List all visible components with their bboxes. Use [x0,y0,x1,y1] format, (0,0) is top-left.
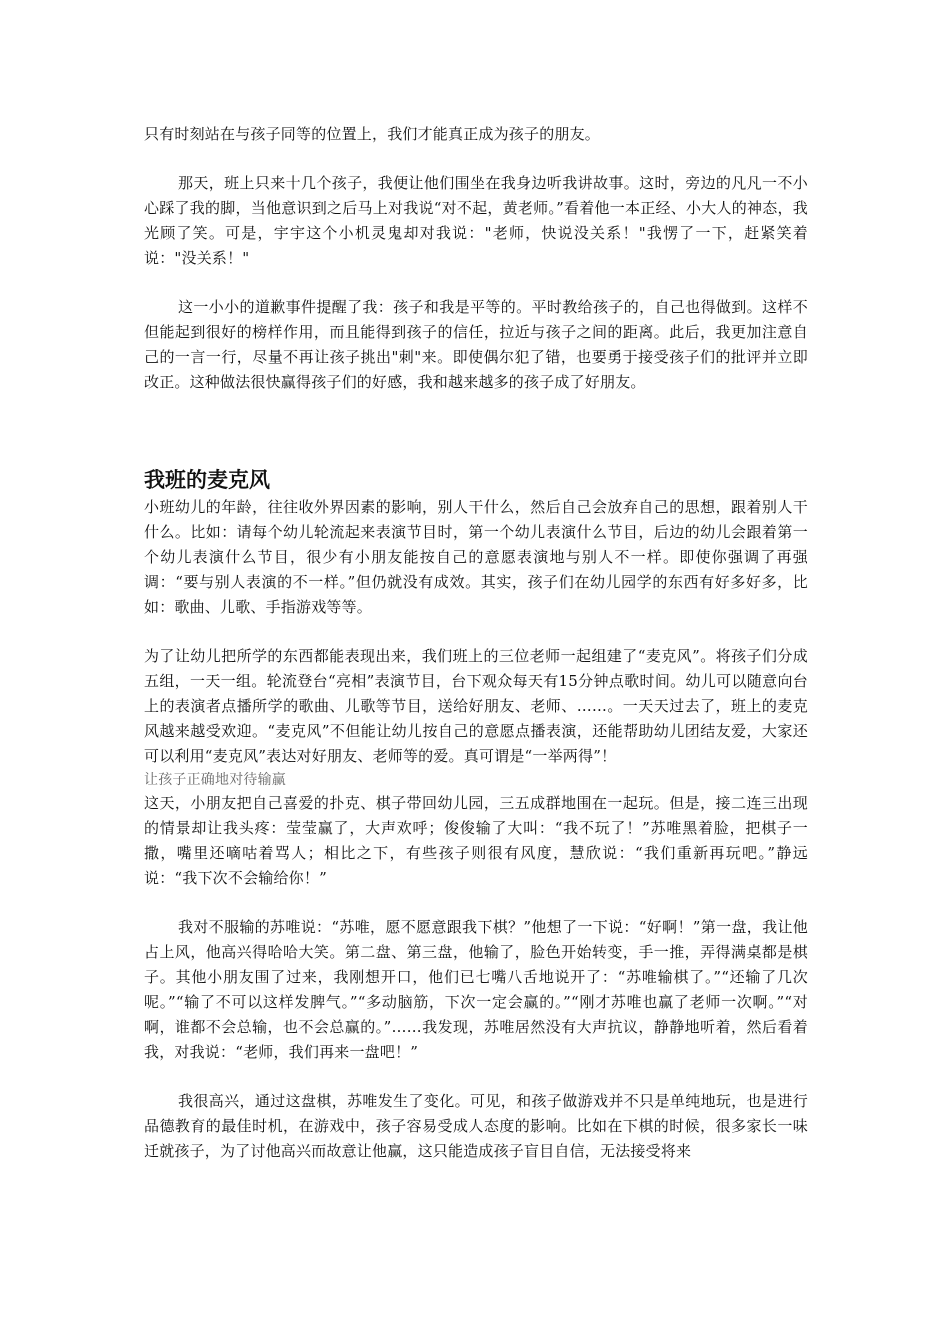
section2-paragraph-2: 我对不服输的苏唯说：“苏唯，愿不愿意跟我下棋？”他想了一下说：“好啊！”第一盘，我让他占上风，他高兴得哈哈大笑。第二盘、第三盘，他输了，脸色开始转变，手一推，弄得满桌都是棋子。其他小朋友围了过来，我刚想开口，他们已七嘴八舌地说开了：“苏唯输棋了。”“还输了几次呢。”“输了不可以这样发脾气。”“多动脑筋，下次一定会赢的。”“刚才苏唯也赢了老师一次啊。”“对啊，谁都不会总输，也不会总赢的。”……我发现，苏唯居然没有大声抗议，静静地听着，然后看着我，对我说：“老师，我们再来一盘吧！” [144,918,808,1061]
intro-paragraph-2: 那天，班上只来十几个孩子，我便让他们围坐在我身边听我讲故事。这时，旁边的凡凡一不小心踩了我的脚，当他意识到之后马上对我说“对不起，黄老师。”看着他一本正经、小大人的神态，我光顾了笑。可是，宇宇这个小机灵鬼却对我说："老师，快说没关系！"我愣了一下，赶紧笑着说："没关系！" [144,174,808,267]
section2-paragraph-1: 这天，小朋友把自己喜爱的扑克、棋子带回幼儿园，三五成群地围在一起玩。但是，接二连三出现的情景却让我头疼：莹莹赢了，大声欢呼；俊俊输了大叫：“我不玩了！”苏唯黑着脸，把棋子一撒，嘴里还嘀咕着骂人；相比之下，有些孩子则很有风度，慧欣说：“我们重新再玩吧。”静远说：“我下次不会输给你！” [144,794,808,887]
section1-paragraph-2: 为了让幼儿把所学的东西都能表现出来，我们班上的三位老师一起组建了“麦克风”。将孩子们分成五组，一天一组。轮流登台“亮相”表演节目，台下观众每天有15分钟点歌时间。幼儿可以随意向台上的表演者点播所学的歌曲、儿歌等节目，送给好朋友、老师、……。一天天过去了，班上的麦克风越来越受欢迎。“麦克风”不但能让幼儿按自己的意愿点播表演，还能帮助幼儿团结友爱，大家还可以利用“麦克风”表达对好朋友、老师等的爱。真可谓是“一举两得”！ [144,647,808,765]
section2-paragraph-3: 我很高兴，通过这盘棋，苏唯发生了变化。可见，和孩子做游戏并不只是单纯地玩，也是进行品德教育的最佳时机，在游戏中，孩子容易受成人态度的影响。比如在下棋的时候，很多家长一味迁就孩子，为了讨他高兴而故意让他赢，这只能造成孩子盲目自信，无法接受将来 [144,1092,808,1160]
section-heading-microphone: 我班的麦克风 [144,468,270,492]
intro-paragraph-1: 只有时刻站在与孩子同等的位置上，我们才能真正成为孩子的朋友。 [144,125,601,143]
intro-paragraph-3: 这一小小的道歉事件提醒了我：孩子和我是平等的。平时教给孩子的，自己也得做到。这样不但能起到很好的榜样作用，而且能得到孩子的信任，拉近与孩子之间的距离。此后，我更加注意自己的一言一行，尽量不再让孩子挑出"刺"来。即使偶尔犯了错，也要勇于接受孩子们的批评并立即改正。这种做法很快赢得孩子们的好感，我和越来越多的孩子成了好朋友。 [144,298,808,391]
document-page [144,122,808,1164]
section-heading-win-lose: 让孩子正确地对待输赢 [144,772,286,788]
section1-paragraph-1: 小班幼儿的年龄，往往收外界因素的影响，别人干什么，然后自己会放弃自己的思想，跟着别人干什么。比如：请每个幼儿轮流起来表演节目时，第一个幼儿表演什么节目，后边的幼儿会跟着第一个幼儿表演什么节目，很少有小朋友能按自己的意愿表演地与别人不一样。即使你强调了再强调：“要与别人表演的不一样。”但仍就没有成效。其实，孩子们在幼儿园学的东西有好多好多，比如：歌曲、儿歌、手指游戏等等。 [144,498,808,616]
